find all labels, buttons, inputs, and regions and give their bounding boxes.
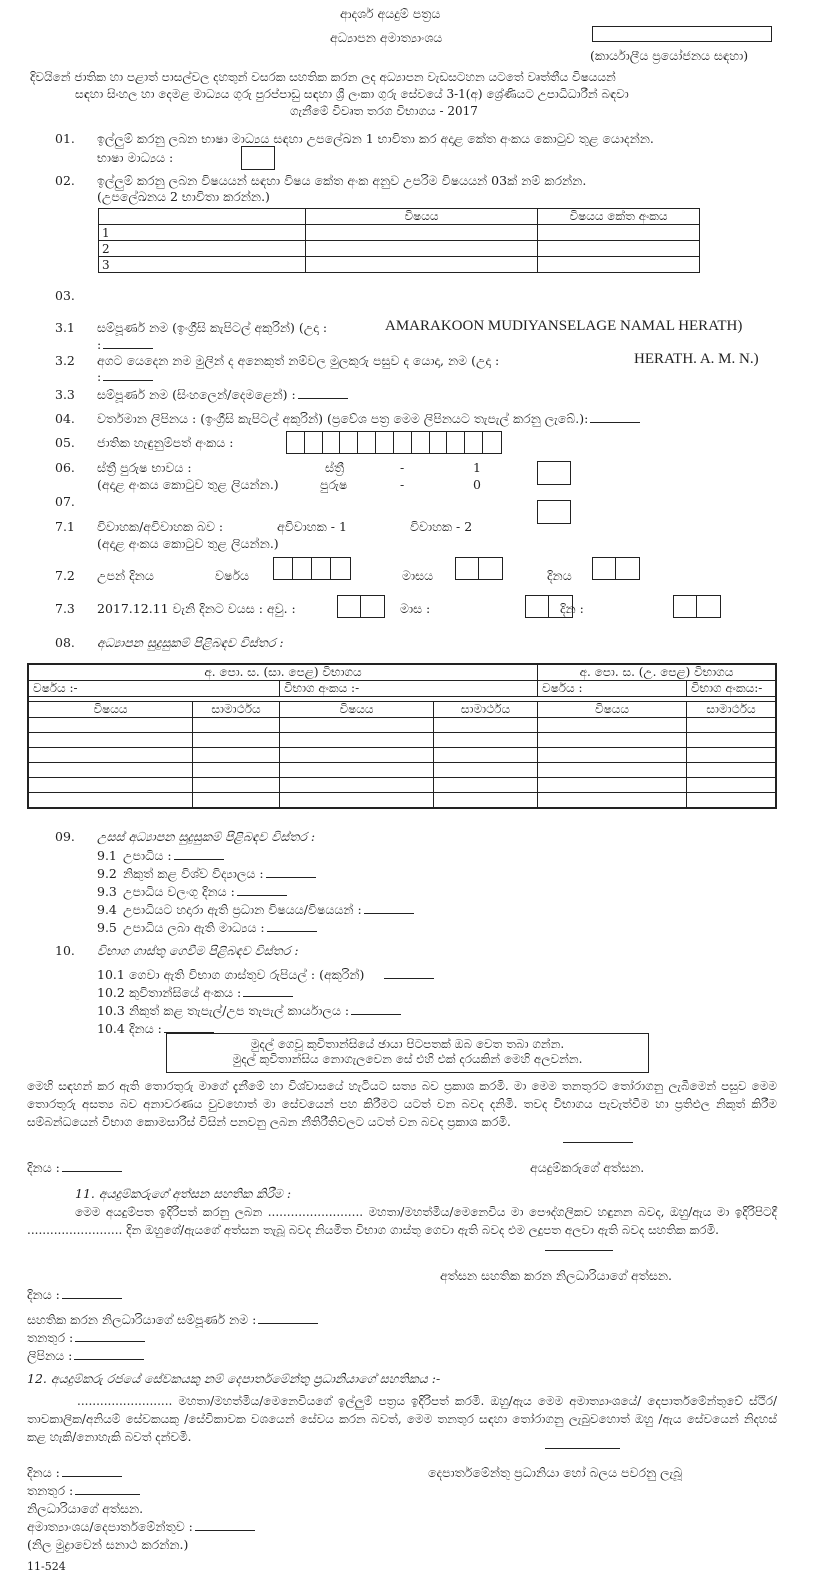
intro-line-1: දිවයිනේ ජාතික හා පළාත් පාසල්වල දහතුන් වසරක සහතික කරන ලද අධ්‍යාපන වැඩසටහන යටතේ වෘත්තීය විෂයයන්	[30, 70, 616, 84]
office-use-box[interactable]	[592, 26, 772, 42]
table-row[interactable]: 3	[99, 257, 700, 273]
applicant-signature-line[interactable]	[563, 1142, 633, 1143]
officer-signature-label: අත්සන සහතික කරන නිලධාරියාගේ අත්සන.	[440, 1268, 672, 1283]
q06-note: (අදාළ අංකය කොටුව තුළ ලියන්න.)	[97, 477, 279, 492]
q12-date[interactable]: දිනය :	[27, 1465, 122, 1481]
table-row[interactable]: 2	[99, 241, 700, 257]
birth-day-boxes[interactable]	[592, 557, 640, 580]
q09-label: උසස් අධ්‍යාපන සුදුසුකම් පිළිබඳව විස්තර :	[97, 829, 316, 844]
q12-text: ......................... මහතා/මහත්මිය/මෙනෙවියගේ ඉල්ලුම් පත්‍රය ඉදිරිපත් කරමි. ඔහු/ඇය මෙම අමාත්‍යාංශයේ/ දෙපාර්තමේන්තුවේ ස්ථිර/තාවකාලික/අනියම් සේවකයකු /සේවිකාවක වශයෙන් සේවය කරන බවත්, මෙම තනතුර සඳහා තෝරාගනු ලැබුවහොත් ඔහු /ඇය සේවයෙන් නිදහස් කළ හැකි/නොහැකි බවත් දන්වමි.	[27, 1394, 777, 1444]
male-code: 0	[473, 477, 481, 492]
q05-label: ජාතික හැඳුනුම්පත් අංකය :	[97, 435, 234, 450]
receipt-notice-1: මුදල් ගෙවූ කුවිතාන්සියේ ඡායා පිටපතක් ඔබ වෙත තබා ගන්න.	[250, 1037, 565, 1051]
q12-heading: 12. අයදුම්කරු රජයේ සේවකයකු නම් දෙපාර්තමේන්තු ප්‍රධානියාගේ සහතිකය :-	[27, 1371, 441, 1386]
table-row[interactable]	[28, 733, 776, 748]
q10-label: විභාග ගාස්තු ගෙවීම පිළිබඳව විස්තර :	[97, 943, 299, 958]
q73-number: 7.3	[55, 601, 75, 616]
q32-label: අගට යෙදෙන නම මුලින් ද අනෙකුත් නම්වල මුලකුරු පසුව ද යොදා, නම (උදා :	[97, 353, 500, 368]
q09-number: 09.	[55, 829, 75, 844]
al-header: අ. පො. ස. (උ. පෙළ) විභාගය	[538, 664, 777, 681]
declaration-text: මෙහි සඳහන් කර ඇති තොරතුරු මාගේ දැනීමේ හා විශ්වාසයේ හැටියට සත්‍ය බව ප්‍රකාශ කරමි. මා මෙම තනතුරට තෝරාගනු ලැබීමෙන් පසුව මෙම තොරතුරු අසත්‍ය බව අනාවරණය වුවහොත් මා සේවයෙන් පහ කිරීමට යටත් වන බවද දනිමි. තවද විභාගය පැවැත්වීම හා ප්‍රතිඵල නිකුත් කිරීම සම්බන්ධයෙන් විභාග කොමසාරිස් විසින් පනවනු ලබන නීතිරීතිවලට යටත් වන බවද ප්‍රකාශ කරමි.	[27, 1079, 777, 1129]
form-title: ආදර්ශ අයදුම් පත්‍රය	[340, 6, 441, 21]
birth-month-label: මාසය	[402, 568, 434, 583]
col-subject-code: විෂයය කේත අංකය	[538, 209, 700, 225]
q02-number: 02.	[55, 173, 75, 188]
q33-number: 3.3	[55, 387, 75, 402]
q103[interactable]: 10.3 නිකුත් කළ තැපැල්/උප තැපැල් කාර්යාලය :	[97, 1003, 401, 1019]
q32-example: HERATH. A. M. N.)	[634, 351, 759, 367]
q71-number: 7.1	[55, 519, 75, 534]
q73-label: 2017.12.11 වැනි දිනට වයස : අවු. :	[97, 601, 296, 616]
head-signature-label: දෙපාර්තමේන්තු ප්‍රධානියා හෝ බලය පවරනු ලැබූ	[428, 1465, 683, 1480]
form-code: 11-524	[27, 1560, 66, 1573]
q01-number: 01.	[55, 131, 75, 146]
table-row[interactable]	[28, 793, 776, 809]
table-row[interactable]	[28, 748, 776, 763]
declaration-date[interactable]: දිනය :	[27, 1160, 122, 1176]
q31-field[interactable]: :	[97, 337, 153, 352]
ministry-name: අධ්‍යාපන අමාත්‍යාංශය	[330, 30, 443, 45]
q32-field[interactable]: :	[97, 369, 153, 384]
birth-year-boxes[interactable]	[273, 557, 351, 580]
q72-label: උපන් දිනය	[97, 568, 154, 583]
age-month-label: මාස :	[400, 601, 431, 616]
civil-status-box[interactable]	[537, 500, 571, 524]
gender-female: ස්ත්‍රී	[325, 460, 345, 475]
age-day-label: දින :	[560, 601, 584, 616]
q11-address[interactable]: ලිපිනය :	[27, 1348, 144, 1364]
q08-label: අධ්‍යාපන සුදුසුකම් පිළිබඳව විස්තර :	[97, 635, 284, 650]
q12-officer-signature: නිලධාරියාගේ අත්සන.	[27, 1501, 144, 1516]
dash-2: -	[400, 477, 405, 492]
q02-text: ඉල්ලුම් කරනු ලබන විෂයයන් සඳහා විෂය කේත අංක අනුව උපරිම විෂයයන් 03ක් නම් කරන්න.	[97, 173, 587, 188]
q71-note: (අදාළ අංකය කොටුව තුළ ලියන්න.)	[97, 536, 279, 551]
q05-number: 05.	[55, 435, 75, 450]
language-medium-box[interactable]	[241, 146, 275, 170]
intro-line-2: සඳහා සිංහල හා දෙමළ මාධ්‍යය ගුරු පුරප්පාඩු සඳහා ශ්‍රී ලංකා ගුරු සේවයේ 3-1(අ) ශ්‍රේණියට උපාධිධාරීන් බඳවා	[75, 87, 629, 101]
q71-label: විවාහක/අවිවාහක බව :	[97, 519, 224, 534]
q93[interactable]: 9.3 උපාධිය වලංගු දිනය :	[97, 884, 287, 900]
birth-month-boxes[interactable]	[455, 557, 503, 580]
subjects-table	[98, 208, 700, 273]
ol-year: වර්ෂය :-	[28, 681, 280, 697]
al-index: විභාග අංකය:-	[687, 681, 777, 697]
ol-header: අ. පො. ස. (සා. පෙළ) විභාගය	[28, 664, 538, 681]
q04-number: 04.	[55, 411, 75, 426]
q02-note: (උපලේඛනය 2 භාවිතා කරන්න.)	[97, 189, 270, 204]
female-code: 1	[473, 460, 481, 475]
q12-position[interactable]: තනතුර :	[27, 1483, 140, 1499]
birth-year-label: වර්ෂය	[215, 568, 249, 583]
table-row[interactable]	[28, 718, 776, 733]
q104[interactable]: 10.4 දිනය :	[97, 1021, 214, 1037]
table-row[interactable]	[28, 778, 776, 793]
q11-text: මෙම අයදුම්පත ඉදිරිපත් කරනු ලබන ......................... මහතා/මහත්මිය/මෙනෙවිය මා පෞද්ගලිකව හඳුනන බවද, ඔහු/ඇය මා ඉදිරිපිටදී ......................... දින ඔහුගේ/ඇයගේ අත්සන තැබූ බවද නියමිත විභාග ගාස්තු ගෙවා ඇති බවද එම ලදුපත අලවා ඇති බවද සහතික කරමි.	[27, 1205, 777, 1237]
ol-index: විභාග අංකය :-	[280, 681, 538, 697]
q01-label: භාෂා මාධ්‍යය :	[97, 150, 174, 165]
q12-ministry[interactable]: අමාත්‍යාංශය/දෙපාර්තමේන්තුව :	[27, 1519, 255, 1535]
birth-day-label: දිනය	[547, 568, 572, 583]
q06-label: ස්ත්‍රී පුරුෂ භාවය :	[97, 460, 192, 475]
q31-example: AMARAKOON MUDIYANSELAGE NAMAL HERATH)	[385, 318, 743, 334]
q08-number: 08.	[55, 635, 75, 650]
q72-number: 7.2	[55, 568, 75, 583]
al-year: වර්ෂය :	[538, 681, 687, 697]
head-signature-line[interactable]	[545, 1448, 620, 1449]
q92[interactable]: 9.2 නිකුත් කළ විශ්ව විද්‍යාලය :	[97, 866, 316, 882]
q07-number: 07.	[55, 494, 75, 509]
gender-male: පුරුෂ	[320, 477, 348, 492]
table-row[interactable]	[28, 763, 776, 778]
q95[interactable]: 9.5 උපාධිය ලබා ඇති මාධ්‍යය :	[97, 920, 317, 936]
q06-number: 06.	[55, 460, 75, 475]
q94[interactable]: 9.4 උපාධියට හදාරා ඇති ප්‍රධාන විෂයය/විෂයයන් :	[97, 902, 414, 918]
age-years-boxes[interactable]	[337, 595, 385, 618]
nic-number-boxes[interactable]	[286, 431, 502, 454]
col-subject: විෂයය	[306, 209, 538, 225]
officer-signature-line[interactable]	[545, 1250, 613, 1251]
q32-number: 3.2	[55, 353, 75, 368]
q11-officer-name[interactable]: සහතික කරන නිලධාරියාගේ සම්පූර්ණ නම :	[27, 1312, 318, 1328]
q10-number: 10.	[55, 943, 75, 958]
q101[interactable]: 10.1 ගෙවා ඇති විභාග ගාස්තුව රුපියල් : (අකුරින්)	[97, 967, 434, 983]
table-row[interactable]: 1	[99, 225, 700, 241]
q31-number: 3.1	[55, 320, 75, 335]
education-table: අ. පො. ස. (සා. පෙළ) විභාගය අ. පො. ස. (උ. පෙළ) විභාගය වර්ෂය :- විභාග අංකය :- වර්ෂය : විභාග අංකය:- විෂයය සාමාර්ථය විෂයය සාමාර්ථය විෂයය සාමාර්ථය	[27, 663, 777, 809]
q33-field[interactable]: සම්පූර්ණ නම (සිංහලෙන්/දෙමළෙන්) :	[97, 387, 348, 403]
office-use-label: (කාර්යාලීය ප්‍රයෝජනය සඳහා)	[590, 48, 749, 63]
q12-stamp-note: (නිල මුද්‍රාවෙන් සනාථ කරන්න.)	[27, 1537, 189, 1552]
applicant-signature-label: අයදුම්කරුගේ අත්සන.	[530, 1160, 645, 1175]
single-option: අවිවාහක - 1	[277, 519, 347, 534]
q11-date[interactable]: දිනය :	[27, 1287, 122, 1303]
q11-position[interactable]: තනතුර :	[27, 1330, 145, 1346]
receipt-notice-2: මුදල් කුවිතාන්සිය නොගැලවෙන සේ එහි එක් දරයකින් මෙහි අලවන්න.	[232, 1052, 583, 1066]
receipt-notice-box	[166, 1033, 649, 1073]
dash-1: -	[400, 460, 405, 475]
age-days-boxes[interactable]	[673, 595, 721, 618]
q31-label: සම්පූර්ණ නම (ඉංග්‍රීසි කැපිටල් අකුරින්) (උදා :	[97, 320, 328, 335]
q11-heading: 11. අයදුම්කරුගේ අත්සන සහතික කිරීම :	[75, 1186, 292, 1201]
q03-number: 03.	[55, 288, 75, 303]
q01-text: ඉල්ලුම් කරනු ලබන භාෂා මාධ්‍යය සඳහා උපලේඛන 1 භාවිතා කර අදාළ කේත අංකය කොටුව තුළ යොදන්න.	[97, 131, 654, 146]
q102[interactable]: 10.2 කුවිතාන්සියේ අංකය :	[97, 985, 293, 1001]
married-option: විවාහක - 2	[410, 519, 473, 534]
gender-box[interactable]	[537, 461, 571, 485]
q91[interactable]: 9.1 උපාධිය :	[97, 848, 224, 864]
intro-line-3: ගැනීමේ විවෘත තරග විභාගය - 2017	[290, 104, 478, 118]
q04-field[interactable]: වර්තමාන ලිපිනය : (ඉංග්‍රීසි කැපිටල් අකුරින්) (ප්‍රවේශ පත්‍ර මෙම ලිපිනයට තැපැල් කරනු ලැබේ.):	[97, 411, 640, 427]
